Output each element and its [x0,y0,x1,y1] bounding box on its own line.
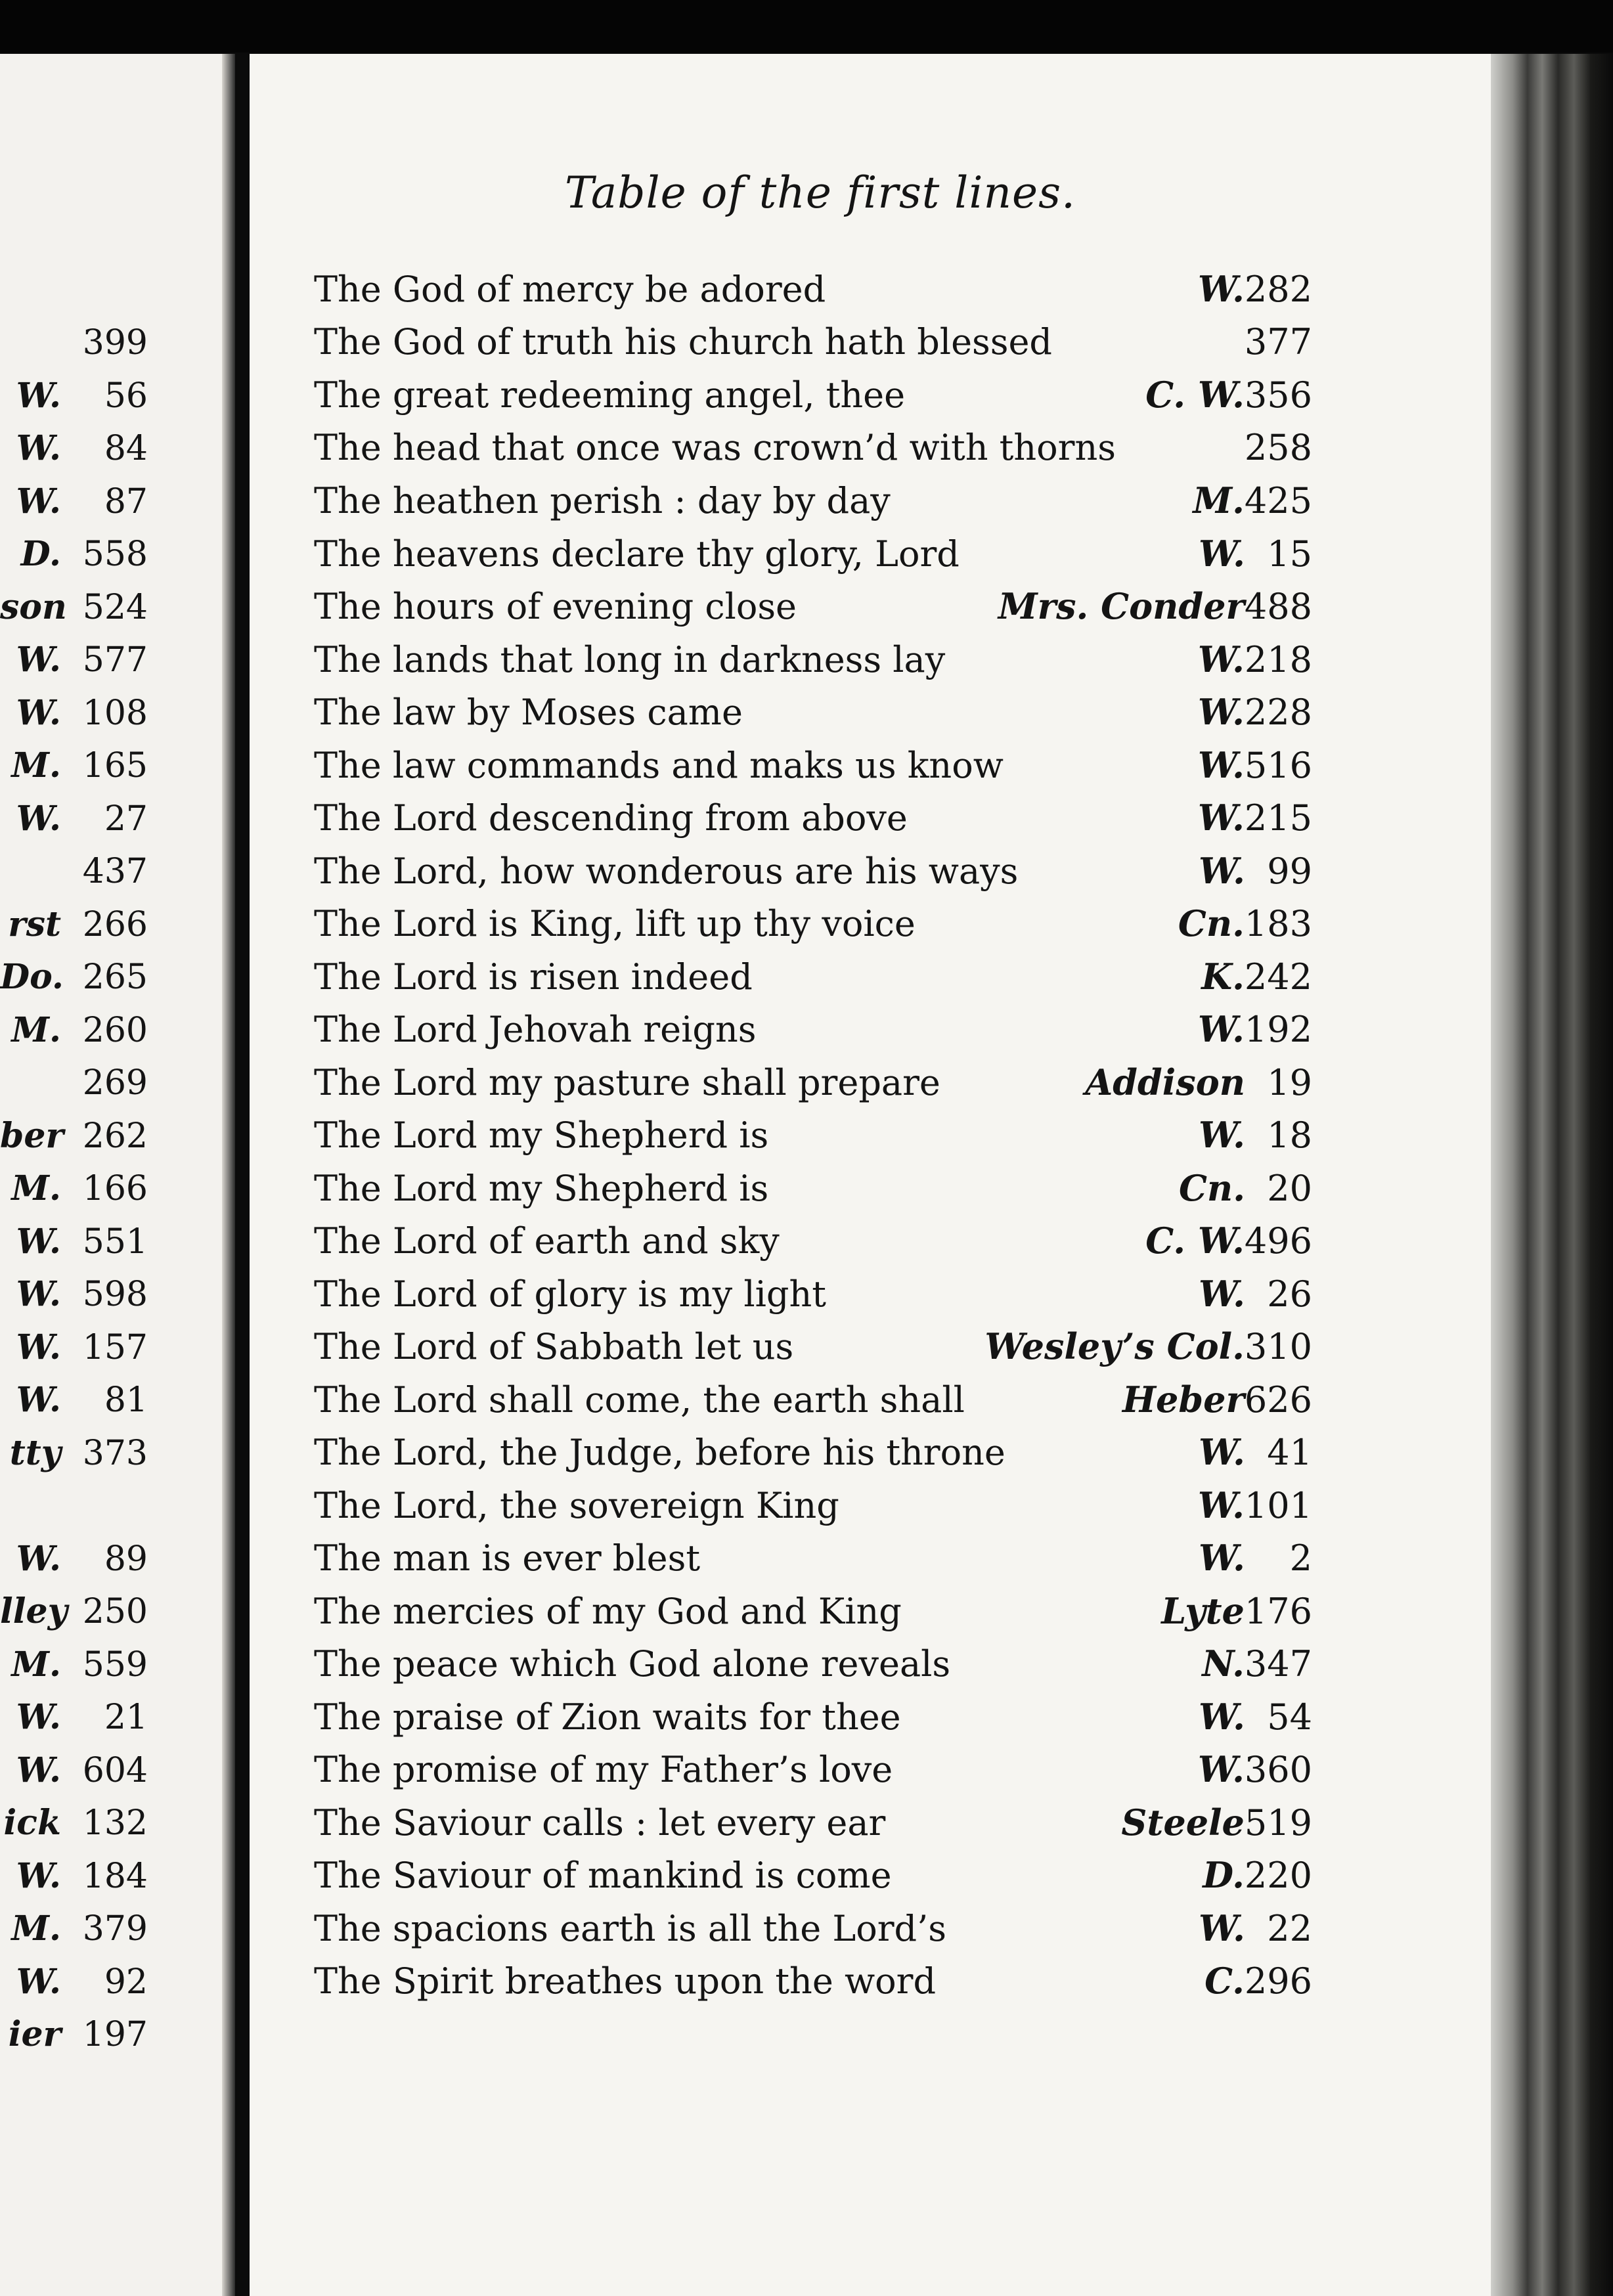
author-abbrev: W. [1198,1907,1245,1949]
author-fragment: M. [11,1644,61,1685]
first-line-text: The God of mercy be adored [314,269,826,310]
index-row [314,897,1312,950]
author-abbrev: Heber [1122,1378,1245,1421]
index-row [314,1849,1312,1902]
first-line-text: The Lord, the Judge, before his throne [314,1432,1005,1473]
first-line-text: The Lord is King, lift up thy voice [314,903,916,944]
first-line-text: The great redeeming angel, thee [314,374,906,416]
author-abbrev: K. [1201,955,1245,998]
hymn-number: 598 [82,1275,148,1314]
left-index-row [0,581,148,634]
hymn-number: 250 [82,1592,148,1631]
hymn-number: 228 [1244,692,1312,733]
author-abbrev: Cn. [1178,1166,1245,1209]
index-row [314,633,1312,686]
hymn-number: 27 [104,799,148,839]
index-row [314,474,1312,527]
hymn-number: 184 [82,1856,148,1896]
index-row [314,580,1312,633]
hymn-number: 269 [82,1063,148,1103]
index-row [314,1426,1312,1479]
hymn-number: 282 [1244,269,1312,310]
hymn-number: 176 [1244,1590,1312,1632]
book-gutter [235,53,250,2296]
author-fragment: W. [16,1855,61,1896]
right-page-edge [1491,54,1613,2296]
hymn-number: 373 [82,1433,148,1473]
left-index-row [0,1110,148,1163]
hymn-number: 157 [82,1327,148,1367]
first-line-text: The praise of Zion waits for thee [314,1696,901,1738]
index-row [314,1373,1312,1426]
index-row [314,1954,1312,2008]
first-line-text: The Saviour calls : let every ear [314,1801,886,1843]
author-fragment: W. [16,1697,61,1737]
author-abbrev: M. [1193,479,1245,521]
author-abbrev: C. W. [1145,1220,1245,1262]
index-row [314,845,1312,898]
author-fragment: ber [0,1115,64,1156]
author-abbrev: W. [1198,1537,1245,1579]
hymn-number: 21 [104,1698,148,1737]
author-abbrev: W. [1198,532,1245,575]
author-fragment: M. [11,745,61,785]
hymn-number: 26 [1267,1273,1312,1315]
hymn-number: 165 [82,746,148,785]
index-row [314,422,1312,475]
hymn-number: 89 [104,1539,148,1579]
author-fragment: W. [16,1961,61,2002]
author-abbrev: W. [1197,1008,1245,1050]
index-row [314,1532,1312,1585]
index-row [314,1109,1312,1162]
first-line-text: The promise of my Father’s love [314,1749,893,1790]
author-abbrev: W. [1197,1484,1245,1526]
left-index-row [0,1004,148,1057]
first-line-text: The Lord my Shepherd is [314,1167,769,1209]
author-fragment: W. [16,1750,61,1790]
first-line-text: The Lord Jehovah reigns [314,1009,757,1050]
index-row [314,1268,1312,1321]
hymn-number: 183 [1244,903,1312,944]
first-line-text: The mercies of my God and King [314,1590,902,1632]
hymn-number: 260 [82,1010,148,1050]
hymn-number: 496 [1244,1220,1312,1262]
first-line-text: The Lord is risen indeed [314,956,753,998]
hymn-number: 296 [1244,1960,1312,2002]
hymn-number: 20 [1267,1167,1312,1209]
hymn-number: 437 [82,852,148,891]
author-abbrev: W. [1197,1748,1245,1790]
index-row [314,1796,1312,1849]
author-abbrev: C. W. [1145,374,1245,416]
left-index-row [0,528,148,581]
author-fragment: W. [16,1538,61,1579]
hymn-number: 310 [1244,1326,1312,1367]
left-index-row [0,1903,148,1956]
left-page-edge [222,54,235,2296]
author-fragment: son [0,586,67,627]
hymn-number: 262 [82,1116,148,1156]
left-index-row [0,951,148,1004]
hymn-number: 399 [82,323,148,363]
first-line-text: The Lord my pasture shall prepare [314,1061,940,1103]
author-fragment: ick [3,1803,61,1843]
author-abbrev: W. [1197,797,1245,839]
first-line-text: The Lord of earth and sky [314,1220,780,1262]
author-abbrev: C. [1204,1960,1245,2002]
left-index-row [0,1057,148,1110]
author-abbrev: Wesley’s Col. [984,1325,1245,1367]
author-abbrev: W. [1197,638,1245,680]
hymn-number: 425 [1244,480,1312,521]
left-index-row [0,1268,148,1321]
hymn-number [76,1480,148,1533]
hymn-number: 626 [1244,1379,1312,1421]
author-fragment: W. [16,1221,61,1262]
author-abbrev: W. [1197,691,1245,733]
hymn-number: 2 [1289,1537,1312,1579]
left-index-row [0,1850,148,1903]
author-abbrev: Lyte [1161,1589,1245,1632]
author-fragment: W. [16,1380,61,1420]
index-row [314,1902,1312,1955]
hymn-number: 266 [82,904,148,944]
left-index-row [0,740,148,793]
hymn-number: 220 [1244,1855,1312,1896]
author-fragment: W. [16,798,61,839]
page-title: Table of the first lines. [565,167,1076,218]
left-index-row [0,475,148,529]
index-row [314,1637,1312,1690]
author-fragment: W. [16,428,61,468]
left-index-row [0,1691,148,1744]
hymn-number: 19 [1267,1061,1312,1103]
first-line-text: The heavens declare thy glory, Lord [314,533,960,575]
author-abbrev: Steele [1121,1801,1245,1843]
first-line-text: The heathen perish : day by day [314,480,891,521]
author-fragment: W. [16,1274,61,1314]
hymn-number: 56 [104,376,148,416]
hymn-number: 242 [1244,956,1312,998]
left-index-row [0,1533,148,1586]
index-row [314,527,1312,581]
first-line-text: The Spirit breathes upon the word [314,1960,937,2002]
left-index-row [0,1956,148,2009]
hymn-number: 551 [82,1222,148,1262]
author-abbrev: W. [1198,1272,1245,1315]
first-line-text: The law by Moses came [314,692,743,733]
hymn-number: 15 [1267,533,1312,575]
hymn-number: 516 [1244,744,1312,786]
hymn-number: 132 [82,1803,148,1843]
hymn-number: 524 [82,587,148,627]
author-abbrev: W. [1198,1431,1245,1473]
scan-border-top [0,0,1613,53]
hymn-number: 519 [1244,1801,1312,1843]
index-row [314,1479,1312,1532]
hymn-number: 192 [1244,1009,1312,1050]
left-index-row [0,1639,148,1692]
left-index-row [0,317,148,370]
hymn-number: 166 [82,1169,148,1208]
author-fragment: W. [16,692,61,733]
author-fragment: lley [0,1591,68,1631]
index-row [314,263,1312,316]
hymn-number: 558 [82,535,148,574]
left-index-row [0,1162,148,1216]
index-row [314,686,1312,739]
author-fragment: tty [9,1432,61,1473]
index-row [314,1003,1312,1056]
left-index-row [0,1427,148,1480]
hymn-number: 218 [1244,638,1312,680]
author-abbrev: N. [1202,1643,1245,1685]
first-line-text: The Lord, the sovereign King [314,1484,839,1526]
first-line-text: The Lord shall come, the earth shall [314,1379,965,1421]
first-line-text: The head that once was crown’d with thorns [314,426,1116,468]
left-index-row [0,1321,148,1375]
hymn-number: 258 [1244,426,1312,468]
index-row [314,1162,1312,1215]
author-fragment: M. [11,1909,61,1949]
author-abbrev: W. [1197,268,1245,310]
hymn-number: 265 [82,958,148,997]
first-line-text: The spacions earth is all the Lord’s [314,1907,946,1949]
author-abbrev: W. [1198,1114,1245,1156]
hymn-number: 108 [82,693,148,733]
left-index-row [0,845,148,898]
author-fragment: rst [8,904,61,944]
left-index-row [0,2008,148,2062]
first-line-text: The law commands and maks us know [314,744,1004,786]
author-fragment: M. [11,1168,61,1208]
left-index-row [0,370,148,423]
hymn-number: 101 [1244,1484,1312,1526]
left-index-row [0,898,148,952]
first-line-text: The man is ever blest [314,1537,701,1579]
index-row [314,950,1312,1004]
left-page [0,54,222,2296]
hymn-number: 81 [104,1380,148,1420]
index-row [314,1320,1312,1373]
first-lines-index [314,263,1312,2008]
author-abbrev: D. [1203,1854,1245,1896]
hymn-number: 197 [82,2015,148,2054]
first-line-text: The Lord my Shepherd is [314,1115,769,1156]
left-page-index-fragment [0,317,148,2062]
hymn-number: 377 [1244,320,1312,363]
left-index-row [0,1744,148,1798]
hymn-number: 92 [104,1962,148,2002]
hymn-number: 22 [1267,1907,1312,1949]
hymn-number: 360 [1244,1749,1312,1790]
author-abbrev: W. [1198,1695,1245,1738]
hymn-number: 84 [104,429,148,468]
index-row [314,1743,1312,1796]
first-line-text: The Lord of glory is my light [314,1273,826,1315]
hymn-number: 87 [104,481,148,521]
author-fragment: W. [16,481,61,521]
index-row [314,1214,1312,1268]
index-row [314,1585,1312,1638]
first-line-text: The peace which God alone reveals [314,1643,951,1685]
hymn-number: 99 [1267,850,1312,892]
hymn-number: 18 [1267,1115,1312,1156]
left-index-row [0,793,148,846]
first-line-text: The Lord descending from above [314,797,908,839]
left-index-row [0,687,148,740]
hymn-number: 54 [1267,1696,1312,1738]
first-line-text: The Lord, how wonderous are his ways [314,850,1019,892]
hymn-number: 215 [1244,797,1312,839]
first-line-text: The God of truth his church hath blessed [314,320,1052,363]
hymn-number: 604 [82,1750,148,1790]
left-index-row [0,1216,148,1269]
index-row [314,368,1312,422]
index-row [314,739,1312,792]
first-line-text: The Lord of Sabbath let us [314,1326,794,1367]
hymn-number: 559 [82,1645,148,1685]
author-fragment: W. [16,640,61,680]
author-abbrev: Mrs. Conder [998,585,1245,627]
left-index-row [0,1480,148,1533]
author-abbrev: Addison [1085,1061,1245,1103]
hymn-number: 356 [1244,374,1312,416]
index-row [314,1690,1312,1744]
author-fragment: W. [16,375,61,416]
index-row [314,316,1312,369]
left-index-row [0,422,148,475]
author-fragment: M. [11,1009,61,1050]
left-index-row [0,1797,148,1850]
author-abbrev: W. [1197,743,1245,786]
hymn-number: 488 [1244,586,1312,627]
hymn-number: 347 [1244,1643,1312,1685]
index-row [314,1056,1312,1109]
left-index-row [0,1374,148,1427]
index-row [314,791,1312,845]
hymn-number: 379 [82,1909,148,1949]
left-index-row [0,1585,148,1639]
first-line-text: The Saviour of mankind is come [314,1855,892,1896]
left-index-row [0,634,148,687]
author-abbrev: Cn. [1178,902,1245,944]
hymn-number: 577 [82,640,148,680]
author-fragment: Do. [0,957,64,997]
author-fragment: ier [8,2014,61,2054]
first-line-text: The hours of evening close [314,586,797,627]
hymn-number: 41 [1267,1432,1312,1473]
author-fragment: W. [16,1327,61,1367]
first-line-text: The lands that long in darkness lay [314,638,946,680]
author-abbrev: W. [1198,849,1245,892]
author-fragment: D. [20,534,61,574]
